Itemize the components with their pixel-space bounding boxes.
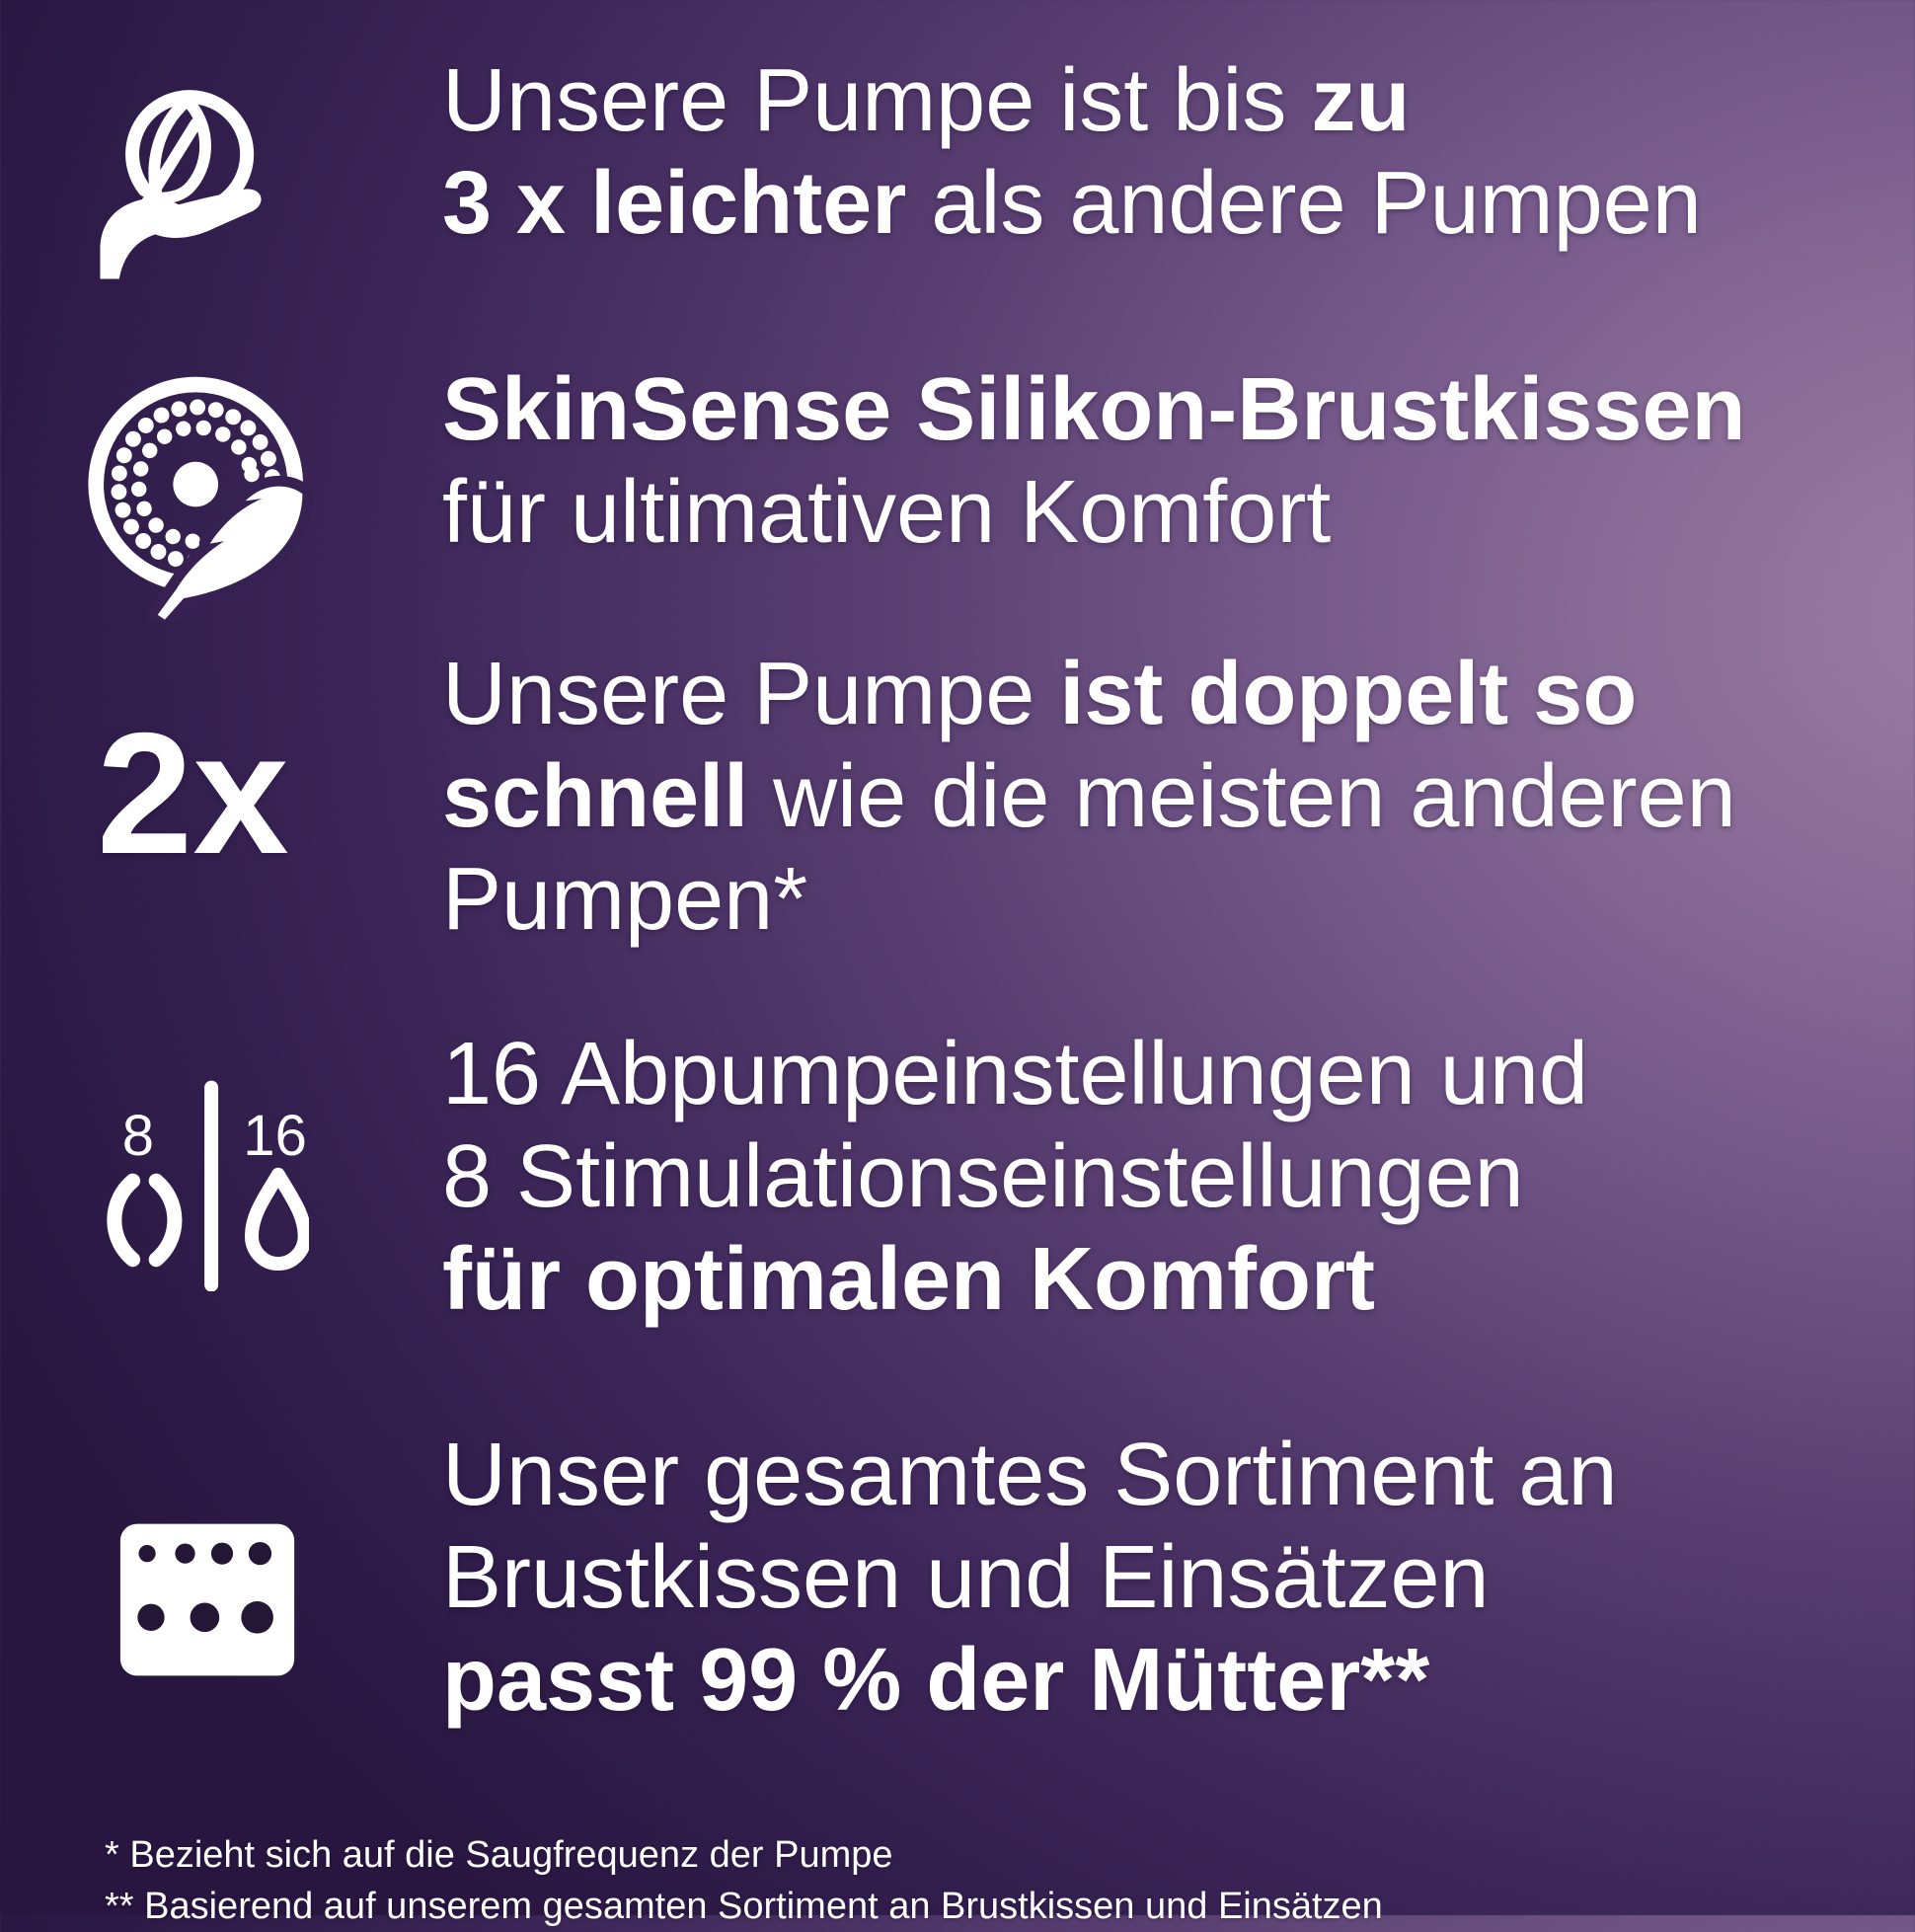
- text-segment: passt 99 % der Mütter**: [442, 1631, 1430, 1730]
- text-segment: 16 Abpumpeinstellungen und: [442, 1025, 1588, 1123]
- text-segment: für ultimativen Komfort: [442, 463, 1332, 562]
- text-segment: als andere Pumpen: [906, 154, 1702, 253]
- text-segment: ist doppelt so: [1059, 645, 1638, 743]
- text-segment: wie die meisten anderen: [748, 747, 1736, 846]
- footnote-suction-frequency: * Bezieht sich auf die Saugfrequenz der Pumpe: [105, 1834, 893, 1876]
- text-segment: schnell: [442, 747, 749, 846]
- text-segment: zu: [1311, 51, 1411, 150]
- hand-feather-icon: [94, 63, 306, 282]
- expression-count-label: 16: [243, 1103, 307, 1168]
- stimulation-expression-settings-icon: [97, 1079, 309, 1291]
- text-segment: für optimalen Komfort: [442, 1230, 1375, 1329]
- footnotes: [105, 1829, 1383, 1932]
- text-segment: Unser gesamtes Sortiment an: [442, 1426, 1618, 1524]
- stimulation-count-label: 8: [121, 1103, 155, 1168]
- text-segment: Brustkissen und Einsätzen: [442, 1528, 1490, 1627]
- text-segment: 3 x leichter: [442, 154, 907, 253]
- text-segment: Unsere Pumpe ist bis: [442, 51, 1312, 150]
- footnote-cushion-range: ** Basierend auf unserem gesamten Sortiment an Brustkissen und Einsätzen: [105, 1886, 1383, 1927]
- 2x-label: 2x: [97, 698, 289, 890]
- text-segment: SkinSense Silikon-Brustkissen: [442, 360, 1746, 459]
- text-segment: 8 Stimulationseinstellungen: [442, 1127, 1524, 1226]
- text-segment: Pumpen*: [442, 850, 808, 949]
- cushion-size-chart-icon: [114, 1518, 301, 1681]
- text-segment: Unsere Pumpe: [442, 645, 1060, 743]
- skinsense-cushion-icon: [77, 375, 324, 622]
